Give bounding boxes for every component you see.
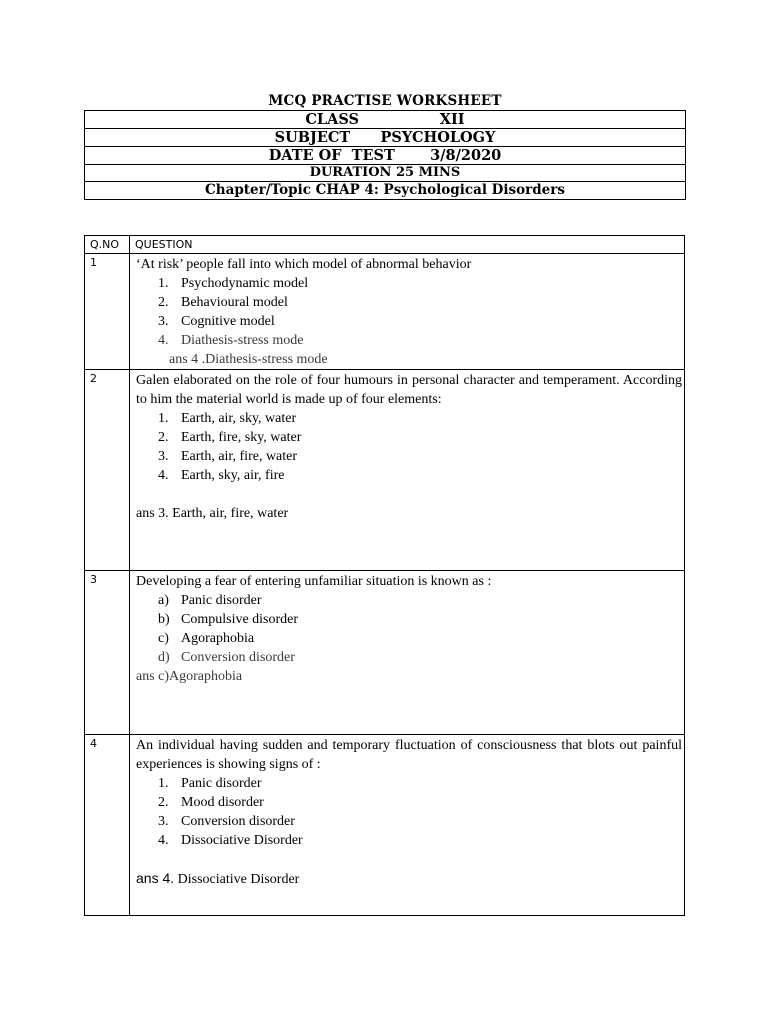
question-text: Galen elaborated on the role of four humours in personal character and temperament. According to him the material world is made up of four elements: [136, 373, 682, 407]
option-text: Earth, sky, air, fire [181, 468, 285, 483]
option-text: Panic disorder [181, 593, 262, 608]
answer-text: ans 3. Earth, air, fire, water [136, 506, 289, 521]
list-item [136, 312, 684, 331]
question-text: Developing a fear of entering unfamiliar situation is known as : [136, 574, 492, 589]
question-number: 3 [85, 571, 130, 735]
option-text: Earth, air, fire, water [181, 449, 298, 464]
list-item [136, 648, 684, 667]
option-text: Earth, fire, sky, water [181, 430, 302, 445]
question-cell [130, 735, 685, 916]
option-number: 2. [158, 295, 169, 310]
list-item [136, 447, 684, 466]
qno-header: Q.NO [85, 236, 130, 254]
list-item [136, 591, 684, 610]
option-text: Dissociative Disorder [181, 833, 303, 848]
list-item [136, 274, 684, 293]
header-table [84, 110, 686, 200]
topic-cell: Chapter/Topic CHAP 4: Psychological Disorders [85, 182, 686, 200]
option-text: Earth, air, sky, water [181, 411, 297, 426]
option-number: c) [158, 631, 169, 646]
option-text: Psychodynamic model [181, 276, 309, 291]
option-text: Cognitive model [181, 314, 275, 329]
option-number: 3. [158, 814, 169, 829]
option-text: Mood disorder [181, 795, 264, 810]
duration-cell: DURATION 25 MINS [85, 165, 686, 182]
options-list [136, 409, 684, 485]
option-number: 4. [158, 833, 169, 848]
options-list [136, 274, 684, 350]
option-number: d) [158, 650, 170, 665]
option-text: Conversion disorder [181, 650, 295, 665]
question-cell [130, 571, 685, 735]
option-number: 1. [158, 276, 169, 291]
table-row [85, 370, 685, 571]
list-item [136, 466, 684, 485]
list-item [136, 629, 684, 648]
list-item [136, 610, 684, 629]
class-cell: CLASS XII [85, 111, 686, 129]
option-number: 1. [158, 411, 169, 426]
answer-text: ans c)Agoraphobia [136, 669, 243, 684]
option-number: 2. [158, 795, 169, 810]
list-item [136, 774, 684, 793]
table-row [85, 254, 685, 370]
answer-text [136, 869, 684, 889]
option-text: Behavioural model [181, 295, 288, 310]
table-header-row [85, 236, 685, 254]
answer-prefix: ans 4. [136, 870, 175, 886]
list-item [136, 293, 684, 312]
list-item [136, 409, 684, 428]
question-cell [130, 254, 685, 370]
list-item [136, 793, 684, 812]
subject-cell: SUBJECT PSYCHOLOGY [85, 129, 686, 147]
option-number: 1. [158, 776, 169, 791]
options-list [136, 774, 684, 850]
option-number: 4. [158, 468, 169, 483]
table-row [85, 735, 685, 916]
options-list [136, 591, 684, 667]
question-number: 2 [85, 370, 130, 571]
option-number: 3. [158, 314, 169, 329]
date-cell: DATE OF TEST 3/8/2020 [85, 147, 686, 165]
option-number: b) [158, 612, 170, 627]
option-number: 2. [158, 430, 169, 445]
question-text: An individual having sudden and temporary fluctuation of consciousness that blots out painful experiences is showing signs of : [136, 738, 682, 772]
option-text: Conversion disorder [181, 814, 295, 829]
question-number: 1 [85, 254, 130, 370]
option-number: 4. [158, 333, 169, 348]
question-text: ‘At risk’ people fall into which model of abnormal behavior [136, 257, 472, 272]
table-row [85, 571, 685, 735]
question-header: QUESTION [130, 236, 685, 254]
option-text: Panic disorder [181, 776, 262, 791]
option-number: 3. [158, 449, 169, 464]
list-item [136, 331, 684, 350]
question-number: 4 [85, 735, 130, 916]
option-text: Agoraphobia [181, 631, 255, 646]
list-item [136, 812, 684, 831]
option-text: Diathesis-stress mode [181, 333, 304, 348]
option-text: Compulsive disorder [181, 612, 299, 627]
answer-value: Dissociative Disorder [174, 872, 300, 887]
questions-table [84, 235, 685, 916]
option-number: a) [158, 593, 169, 608]
list-item [136, 428, 684, 447]
answer-text: ans 4 .Diathesis-stress mode [169, 352, 328, 367]
question-cell [130, 370, 685, 571]
worksheet-title: MCQ PRACTISE WORKSHEET [268, 93, 502, 109]
list-item [136, 831, 684, 850]
